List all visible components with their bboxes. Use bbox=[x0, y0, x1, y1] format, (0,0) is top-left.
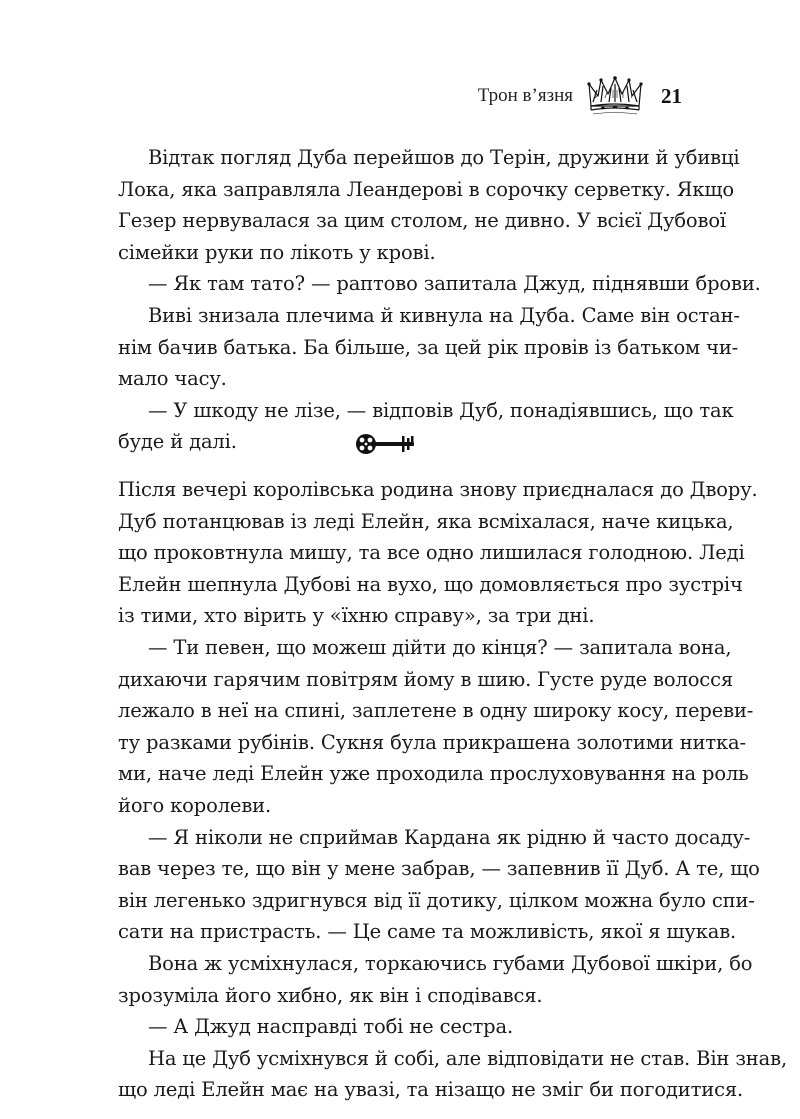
key-icon bbox=[354, 430, 418, 458]
text-line: зрозуміла його хибно, як він і сподівався. bbox=[118, 983, 543, 1007]
text-line: — Я ніколи не сприймав Кардана як рідню й часто досаду- bbox=[148, 825, 751, 849]
crown-icon bbox=[587, 76, 643, 116]
running-title: Трон вʼязня bbox=[477, 85, 573, 106]
text-line: із тими, хто вірить у «їхню справу», за три дні. bbox=[118, 604, 595, 628]
text-line: Гезер нервувалася за цим столом, не дивно. У всієї Дубової bbox=[118, 209, 727, 233]
running-header bbox=[478, 76, 682, 116]
text-line: дихаючи гарячим повітрям йому в шию. Густе руде волосся bbox=[118, 667, 733, 691]
text-line: — Як там тато? — раптово запитала Джуд, піднявши брови. bbox=[148, 272, 761, 296]
text-line: Виві знизала плечима й кивнула на Дуба. Саме він остан- bbox=[148, 303, 740, 327]
text-line: — У шкоду не лізе, — відповів Дуб, понадіявшись, що так bbox=[148, 398, 734, 422]
text-line: Відтак погляд Дуба перейшов до Терін, дружини й убивці bbox=[148, 146, 740, 169]
text-line: він легенько здригнувся від її дотику, цілком можна було спи- bbox=[118, 888, 755, 912]
text-line: що проковтнула мишу, та все одно лишилася голодною. Леді bbox=[118, 541, 745, 565]
text-line: сімейки руки по лікоть у крові. bbox=[118, 240, 436, 264]
text-line: На це Дуб усміхнувся й собі, але відповідати не став. Він знав, bbox=[148, 1046, 788, 1070]
text-line: мало часу. bbox=[118, 367, 227, 391]
text-line: — Ти певен, що можеш дійти до кінця? — запитала вона, bbox=[148, 635, 732, 659]
text-line: нім бачив батька. Ба більше, за цей рік провів із батьком чи- bbox=[118, 335, 739, 359]
text-line: що леді Елейн має на увазі, та нізащо не зміг би погодитися. bbox=[118, 1078, 744, 1102]
text-line: Вона ж усміхнулася, торкаючись губами Дубової шкіри, бо bbox=[148, 951, 753, 975]
page-number: 21 bbox=[661, 83, 682, 108]
text-line: лежало в неї на спині, заплетене в одну широку косу, переви- bbox=[118, 699, 754, 723]
text-line: ту разками рубінів. Сукня була прикрашена золотими нитка- bbox=[118, 730, 746, 754]
text-line: вав через те, що він у мене забрав, — запевнив її Дуб. А те, що bbox=[118, 857, 760, 881]
text-block-1 bbox=[118, 142, 761, 458]
text-line: Дуб потанцював із леді Елейн, яка всміхалася, наче кицька, bbox=[118, 509, 734, 533]
text-line: — А Джуд насправді тобі не сестра. bbox=[148, 1015, 514, 1039]
text-line: його королеви. bbox=[118, 793, 272, 817]
text-line: Після вечері королівська родина знову приєдналася до Двору. bbox=[118, 478, 758, 501]
text-line: ми, наче леді Елейн уже проходила прослуховування на роль bbox=[118, 762, 749, 786]
text-block-2 bbox=[118, 474, 788, 1106]
text-line: Лока, яка заправляла Леандерові в сорочку серветку. Якщо bbox=[118, 177, 734, 201]
text-line: Елейн шепнула Дубові на вухо, що домовляється про зустріч bbox=[118, 572, 743, 596]
text-line: буде й далі. bbox=[118, 430, 237, 454]
text-line: сати на пристрасть. — Це саме та можливість, якої я шукав. bbox=[118, 920, 737, 944]
